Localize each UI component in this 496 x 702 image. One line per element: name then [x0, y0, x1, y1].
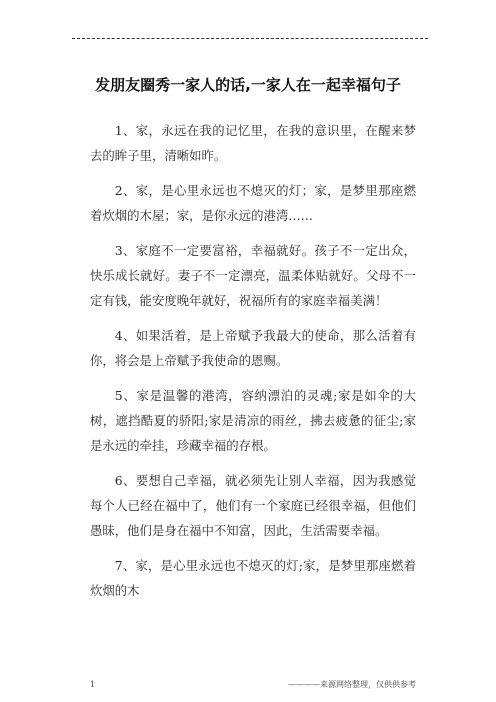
document-title: 发朋友圈秀一家人的话,一家人在一起幸福句子: [95, 76, 401, 94]
document-body: [90, 118, 416, 613]
source-note: ————来源网络整理，仅供供参考: [288, 680, 416, 689]
paragraph-3: 3、家庭不一定要富裕，幸福就好。孩子不一定出众，快乐成长就好。妻子不一定漂亮，温柔体贴就好。父母不一定有钱，能安度晚年就好，祝福所有的家庭幸福美满！: [90, 243, 416, 308]
paragraph-1: 1、家，永远在我的记忆里，在我的意识里，在醒来梦去的眸子里，清晰如昨。: [90, 123, 416, 163]
paragraph-4: 4、如果活着，是上帝赋予我最大的使命，那么活着有你，将会是上帝赋予我使命的恩赐。: [90, 328, 416, 368]
paragraph-5: 5、家是温馨的港湾，容纳漂泊的灵魂;家是如伞的大树，遮挡酷夏的骄阳;家是清凉的雨丝，拂去疲惫的征尘;家是永远的牵挂，珍藏幸福的存根。: [90, 388, 416, 453]
paragraph-7: 7、家，是心里永远也不熄灭的灯;家，是梦里那座燃着炊烟的木: [90, 558, 416, 598]
header-dashed-rule: [72, 38, 428, 39]
page-footer: [90, 678, 416, 692]
paragraph-6: 6、要想自己幸福，就必须先让别人幸福，因为我感觉每个人已经在福中了，他们有一个家庭已经很幸福，但他们愚昧，他们是身在福中不知富，因此，生活需要幸福。: [90, 473, 416, 538]
paragraph-2: 2、家，是心里永远也不熄灭的灯；家，是梦里那座燃着炊烟的木屋；家，是你永远的港湾……: [90, 183, 416, 223]
page-number: 1: [90, 680, 96, 689]
